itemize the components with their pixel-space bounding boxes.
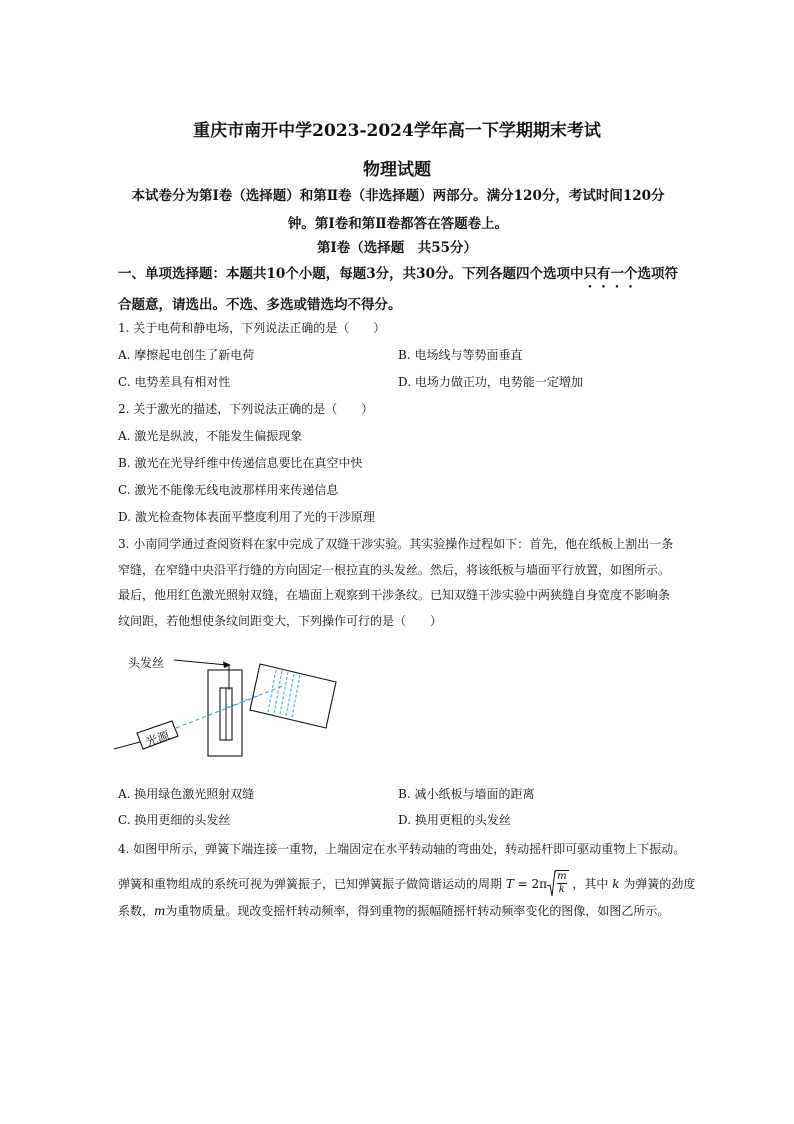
fringe-3 bbox=[280, 672, 288, 714]
exam-intro: 本试卷分为第Ⅰ卷（选择题）和第Ⅱ卷（非选择题）两部分。满分120分，考试时间120分钟。第Ⅰ卷和第Ⅱ卷都答在答题卷上。 bbox=[131, 188, 665, 232]
fringe-5 bbox=[292, 675, 300, 717]
q4-line2-a: 弹簧和重物组成的系统可视为弹簧振子，已知弹簧振子做简谐运动的周期 bbox=[118, 877, 503, 891]
part-intro-b: 选项符合题意，请选出。不选、多选或错选均不得分。 bbox=[118, 266, 678, 313]
q4-m-var: m bbox=[154, 904, 166, 918]
hair-pointer-arrowhead bbox=[223, 662, 231, 669]
q1-stem: 1. 关于电荷和静电场，下列说法正确的是（ ） bbox=[118, 321, 386, 335]
q4-line2-c: 为弹簧的劲度 bbox=[623, 877, 696, 891]
formula-T: T bbox=[505, 877, 514, 891]
q4-line-1: 4. 如图甲所示，弹簧下端连接一重物，上端固定在水平转动轴的弯曲处，转动摇杆即可驱动重物上下振动。 bbox=[118, 842, 686, 856]
source-tail bbox=[114, 742, 140, 749]
q4-k-var: k bbox=[612, 877, 620, 891]
sqrt-body bbox=[555, 870, 568, 896]
q3-option-a: A. 换用绿色激光照射双缝 bbox=[118, 787, 255, 801]
q2-option-d: D. 激光检查物体表面平整度利用了光的干涉原理 bbox=[118, 510, 375, 524]
q4-line3-b: 为重物质量。现改变摇杆转动频率，得到重物的振幅随摇杆转动频率变化的图像，如图乙所示。 bbox=[165, 904, 670, 918]
q2-option-b: B. 激光在光导纤维中传递信息要比在真空中快 bbox=[118, 456, 363, 470]
q1-option-c: C. 电势差具有相对性 bbox=[118, 375, 231, 389]
q3-figure bbox=[110, 648, 350, 768]
q3-option-d: D. 换用更粗的头发丝 bbox=[398, 813, 511, 827]
q3-stem: 3. 小南同学通过查阅资料在家中完成了双缝干涉实验。其实验操作过程如下：首先，他在纸板上割出一条窄缝，在窄缝中央沿平行缝的方向固定一根拉直的头发丝。然后，将该纸板与墙面平行放置，如图所示。最后，他用红色激光照射双缝，在墙面上观察到干涉条纹。已知双缝干涉实验中两狭缝自身宽度不影响条纹间距，若他想使条纹间距变大，下列操作可行的是（ ） bbox=[118, 537, 674, 628]
period-formula bbox=[506, 870, 569, 899]
part-instructions bbox=[118, 260, 678, 319]
q2-stem: 2. 关于激光的描述，下列说法正确的是（ ） bbox=[118, 402, 374, 416]
exam-subtitle: 物理试题 bbox=[363, 160, 431, 180]
q1-option-b: B. 电场线与等势面垂直 bbox=[398, 348, 523, 362]
fringe-1 bbox=[268, 670, 276, 712]
part-intro-a: 一、单项选择题：本题共10个小题，每题3分，共30分。下列各题四个选项中 bbox=[118, 266, 584, 282]
q4-line3-a: 系数， bbox=[118, 904, 155, 918]
q2-option-a: A. 激光是纵波，不能发生偏振现象 bbox=[118, 429, 303, 443]
figure-label-source: 光源 bbox=[144, 728, 172, 750]
section-heading: 第Ⅰ卷（选择题 共55分） bbox=[316, 240, 478, 256]
fringe-2 bbox=[274, 671, 282, 713]
q3-option-c: C. 换用更细的头发丝 bbox=[118, 813, 231, 827]
formula-eq: = 2π bbox=[513, 877, 548, 891]
q4-line-2 bbox=[118, 870, 695, 899]
wall-screen bbox=[250, 664, 336, 728]
q1-option-d: D. 电场力做正功，电势能一定增加 bbox=[398, 375, 583, 389]
q1-option-a: A. 摩擦起电创生了新电荷 bbox=[118, 348, 255, 362]
fringe-4 bbox=[286, 674, 294, 716]
formula-m: m bbox=[557, 871, 567, 882]
formula-sqrt bbox=[547, 870, 568, 899]
sqrt-sign bbox=[547, 870, 556, 898]
cardboard-plate bbox=[208, 670, 242, 756]
q2-option-c: C. 激光不能像无线电波那样用来传递信息 bbox=[118, 483, 339, 497]
laser-beam bbox=[176, 696, 258, 728]
exam-title: 重庆市南开中学2023-2024学年高一下学期期末考试 bbox=[193, 121, 601, 141]
q4-line-3 bbox=[118, 903, 669, 919]
q3-option-b: B. 减小纸板与墙面的距离 bbox=[398, 787, 535, 801]
part-intro-emphasis: 只有一个 bbox=[583, 266, 638, 282]
figure-label-hair: 头发丝 bbox=[128, 656, 165, 670]
hair-pointer-line bbox=[174, 660, 227, 665]
q4-line2-b: ，其中 bbox=[572, 877, 609, 891]
formula-k: k bbox=[558, 884, 565, 895]
